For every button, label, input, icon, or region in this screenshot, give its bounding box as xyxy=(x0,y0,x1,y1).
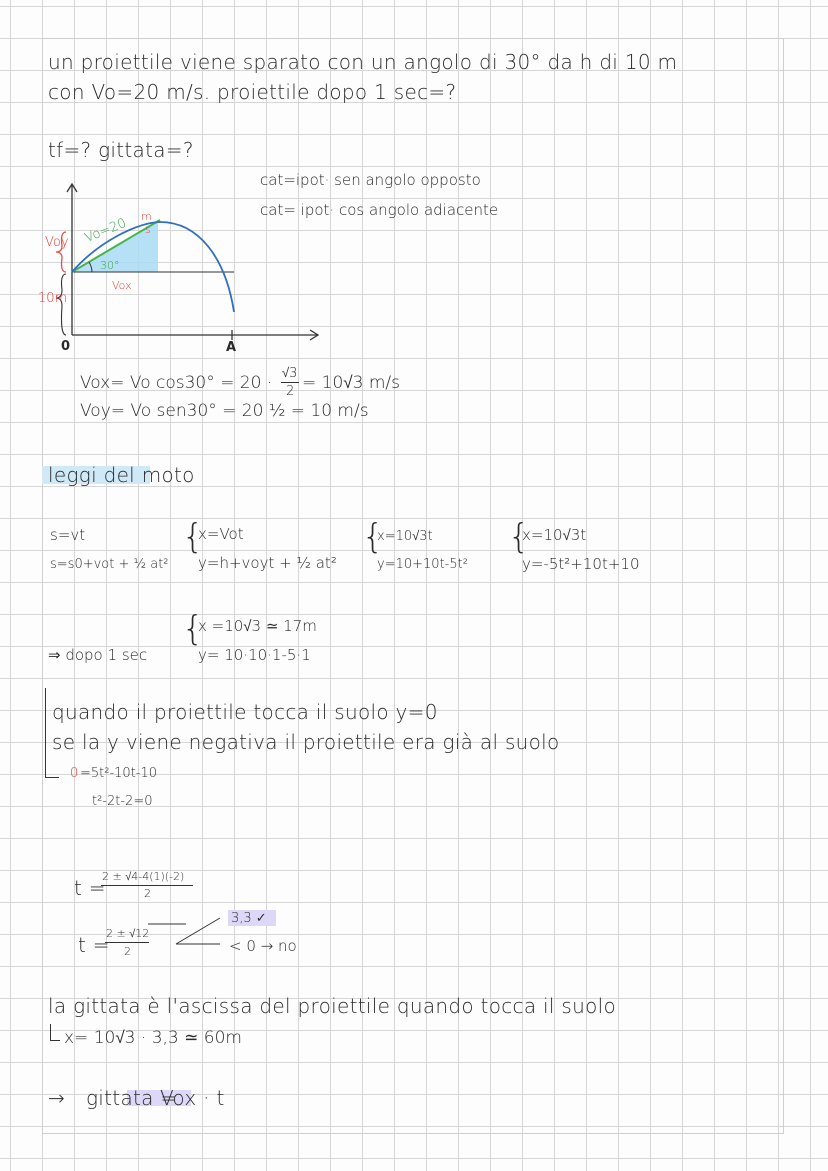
vo-unit-s: s xyxy=(145,223,151,236)
positive-root: 3,3 ✓ xyxy=(231,911,267,926)
vox-result: = 10√3 m/s xyxy=(302,373,400,393)
t1-den: 2 xyxy=(144,887,151,900)
system-brace-2: { xyxy=(362,517,384,557)
system2-y: y=10+10t-5t² xyxy=(377,557,468,572)
branch-up-line xyxy=(176,918,220,944)
height-label: 10m xyxy=(38,291,68,306)
range-line-1: la gittata è l'ascissa del proiettile quando tocca il suolo xyxy=(48,994,617,1018)
vox-frac-den: 2 xyxy=(286,384,295,399)
after-x: x =10√3 ≃ 17m xyxy=(198,617,317,635)
system-brace-4: { xyxy=(182,609,204,649)
voy-label: Voy xyxy=(45,235,69,250)
law-uniform: s=vt xyxy=(50,526,86,544)
vo-label: Vo=20 xyxy=(82,215,129,246)
vox-label: Vox xyxy=(112,279,132,292)
point-a-label: A xyxy=(226,340,237,355)
system1-y: y=h+voyt + ½ at² xyxy=(198,554,337,572)
problem-line-2: con Vo=20 m/s. proiettile dopo 1 sec=? xyxy=(48,80,457,104)
origin-label: 0 xyxy=(61,339,71,354)
vox-formula: Vox= Vo cos30° = 20 · xyxy=(80,373,273,393)
t2-num: 2 ± √12 xyxy=(106,927,150,940)
system-brace-3: { xyxy=(508,517,530,557)
after-y: y= 10·10·1-5·1 xyxy=(198,646,311,664)
t2-den: 2 xyxy=(124,945,131,958)
system-brace-1: { xyxy=(182,517,204,557)
note-cat-sen: cat=ipot· sen angolo opposto xyxy=(260,171,481,189)
range-arrow: → xyxy=(48,1086,66,1110)
after-label: ⇒ dopo 1 sec xyxy=(48,646,148,664)
question-line: tf=? gittata=? xyxy=(48,138,194,162)
system3-x: x=10√3t xyxy=(522,526,587,544)
ground-line-1: quando il proiettile tocca il suolo y=0 xyxy=(52,700,438,724)
ground-line-2: se la y viene negativa il proiettile era già al suolo xyxy=(52,730,560,754)
system3-y: y=-5t²+10t+10 xyxy=(522,555,640,573)
ground-eq-2: t²-2t-2=0 xyxy=(92,794,153,809)
system1-x: x=Vot xyxy=(198,525,244,543)
angle-label: 30° xyxy=(100,259,120,272)
negative-root: < 0 → no xyxy=(229,937,297,955)
range-label: gittata = xyxy=(86,1086,178,1110)
ground-eq-1: =5t²-10t-10 xyxy=(80,766,158,781)
system2-x: x=10√3t xyxy=(377,529,433,544)
vox-frac-num: √3 xyxy=(282,366,298,381)
vo-unit-m: m xyxy=(141,210,152,223)
range-bracket-foot xyxy=(50,1040,60,1041)
t1-num: 2 ± √4-4(1)(-2) xyxy=(102,870,185,883)
voy-formula: Voy= Vo sen30° = 20 ½ = 10 m/s xyxy=(80,401,369,421)
section-heading: leggi del moto xyxy=(48,463,195,487)
range-formula: Vox · t xyxy=(160,1086,225,1110)
problem-line-1: un proiettile viene sparato con un angolo di 30° da h di 10 m xyxy=(48,50,678,74)
t2-lhs: t = xyxy=(78,933,110,957)
t1-lhs: t = xyxy=(74,876,106,900)
note-cat-cos: cat= ipot· cos angolo adiacente xyxy=(260,201,499,219)
law-accelerated: s=s0+vot + ½ at² xyxy=(50,557,169,572)
ground-eq-zero: 0 xyxy=(70,766,79,781)
range-bracket xyxy=(50,1024,51,1040)
range-line-2: x= 10√3 · 3,3 ≃ 60m xyxy=(64,1028,242,1048)
